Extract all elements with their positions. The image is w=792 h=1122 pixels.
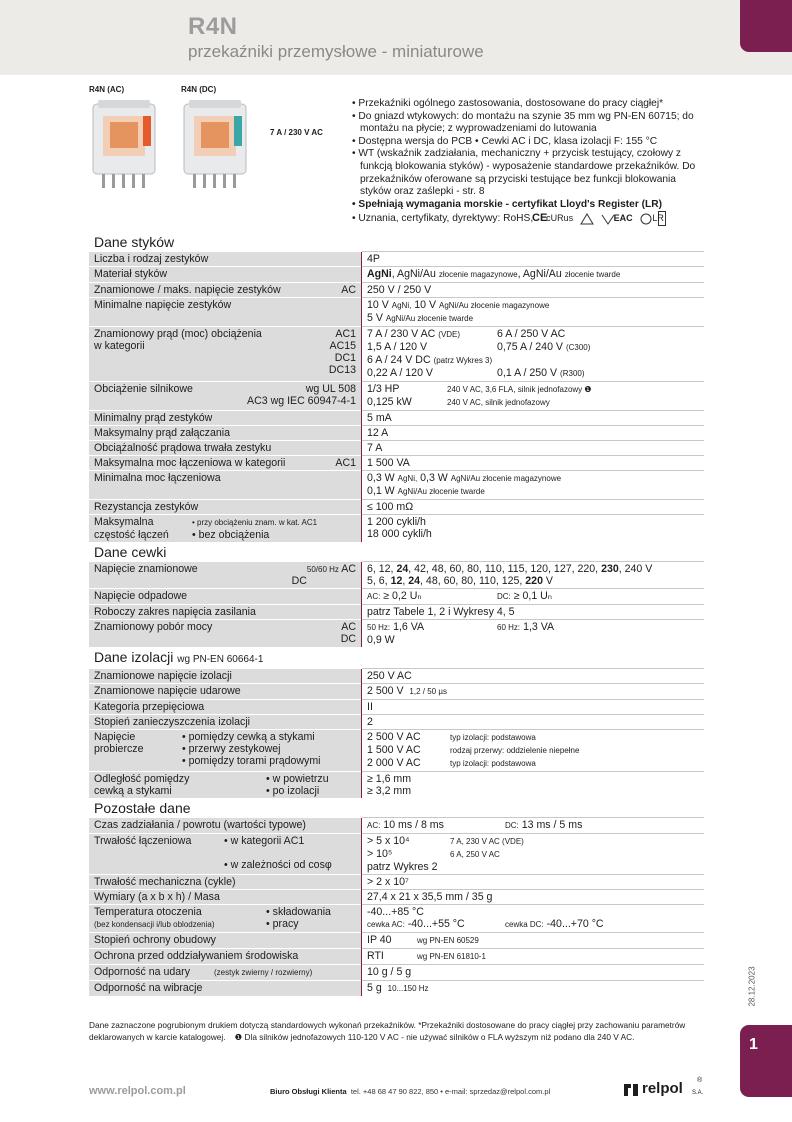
feature-item: • Przekaźniki ogólnego zastosowania, dostosowane do pracy ciągłej* <box>352 98 664 109</box>
table-row <box>89 562 704 589</box>
feature-item-certs <box>352 211 708 226</box>
row-label: Minimalne napięcie zestyków <box>89 298 362 327</box>
certs-label: • Uznania, certyfikaty, dyrektywy: RoHS, <box>352 213 534 225</box>
vde-mark-icon <box>601 213 615 225</box>
feature-item: • Do gniazd wtykowych: do montażu na szynie 35 mm wg PN-EN 60715; do montażu na płycie; z wyprowadzeniami do lutowania <box>352 110 694 135</box>
table-row <box>89 500 704 515</box>
row-label: Trwałość mechaniczna (cykle) <box>89 875 362 890</box>
table-row <box>89 252 704 267</box>
page-subtitle: przekaźniki przemysłowe - miniaturowe <box>188 42 484 61</box>
row-value: 2 500 V 1,2 / 50 µs <box>362 684 705 700</box>
table-row <box>89 715 704 730</box>
row-label: Maksymalny prąd załączania <box>89 426 362 441</box>
row-value: 10 g / 5 g <box>362 965 705 981</box>
table-row <box>89 905 704 933</box>
product-rating: 7 A / 230 V AC <box>270 128 323 137</box>
row-value: 10 V AgNi, 10 V AgNi/Au złocenie magazynowe 5 V AgNi/Au złocenie twarde <box>362 298 705 327</box>
row-value: AC: 10 ms / 8 ms DC: 13 ms / 5 ms <box>362 818 705 834</box>
relpol-logo: relpol S.A. ® <box>622 1077 707 1099</box>
page-number: 1 <box>749 1036 758 1053</box>
table-row <box>89 818 704 834</box>
lr-mark-icon: LR <box>658 211 666 226</box>
section-coil <box>89 542 704 562</box>
row-label: Znamionowe napięcie udarowe <box>89 684 362 700</box>
row-value: 7 A / 230 V AC (VDE) 6 A / 250 V AC 1,5 A / 120 V 0,75 A / 240 V (C300) 6 A / 24 V DC (patrz Wykres 3) 0,22 A / 120 V 0,1 A / 250 V (R300) <box>362 327 705 382</box>
table-row <box>89 620 704 648</box>
ul-mark-icon: cURus <box>546 213 574 224</box>
row-value: 1 500 VA <box>362 456 705 471</box>
table-row <box>89 298 704 327</box>
section-title: Dane styków <box>89 232 704 252</box>
row-label: Napięcie znamionowe 50/60 Hz AC DC <box>89 562 362 589</box>
row-label: Temperatura otoczenia • składowania (bez kondensacji i/lub oblodzenia) • pracy <box>89 905 362 933</box>
table-row <box>89 981 704 997</box>
feature-item: • WT (wskaźnik zadziałania, mechaniczny + przycisk testujący, czołowy z funkcją blokowania styków) - wyposażenie standardowe przekaźników. Do przekaźników oferowane są przyciski testujące bez funkcji blokowania styków oraz zaślepki - str. 8 <box>352 148 696 198</box>
row-label: Minimalna moc łączeniowa <box>89 471 362 500</box>
page-number-tab <box>740 1025 792 1097</box>
row-value: 7 A <box>362 441 705 456</box>
row-label: Wymiary (a x b x h) / Masa <box>89 890 362 905</box>
row-value: ≥ 1,6 mm ≥ 3,2 mm <box>362 772 705 799</box>
table-row <box>89 426 704 441</box>
row-label: Napięcie • pomiędzy cewką a stykami probiercze • przerwy zestykowej • pomiędzy torami prądowymi <box>89 730 362 772</box>
eac-mark-icon: EAC <box>613 213 633 224</box>
section-title: Dane izolacji wg PN-EN 60664-1 <box>89 647 704 669</box>
table-row <box>89 730 704 772</box>
footnote-1: Dane zaznaczone pogrubionym drukiem dotyczą standardowych wykonań przekaźników. *Przekaźniki dostosowane do pracy ciągłej przy zachowaniu parametrów deklarowanych w karcie katalogowej. <box>89 1020 686 1042</box>
table-row <box>89 684 704 700</box>
row-label: Kategoria przepięciowa <box>89 700 362 715</box>
section-title: Dane cewki <box>89 542 704 562</box>
table-row <box>89 834 704 875</box>
row-value: ≤ 100 mΩ <box>362 500 705 515</box>
row-label: Stopień ochrony obudowy <box>89 933 362 949</box>
footer-url[interactable]: www.relpol.com.pl <box>89 1085 186 1097</box>
table-row <box>89 669 704 684</box>
ce-mark-icon: CE <box>532 212 548 225</box>
table-row <box>89 605 704 620</box>
footnote-2: ❶ Dla silników jednofazowych 110-120 V AC - nie używać silników o FLA wyższym niż podano dla 240 V AC. <box>234 1031 635 1042</box>
row-label: Czas zadziałania / powrotu (wartości typowe) <box>89 818 362 834</box>
row-value: RTI wg PN-EN 61810-1 <box>362 949 705 965</box>
row-value: AC: ≥ 0,2 Uₙ DC: ≥ 0,1 Uₙ <box>362 589 705 605</box>
table-row <box>89 772 704 799</box>
row-label: Materiał styków <box>89 267 362 283</box>
table-row <box>89 327 704 382</box>
row-value: 1 200 cykli/h 18 000 cykli/h <box>362 515 705 543</box>
warning-triangle-icon <box>580 213 594 225</box>
row-value: 5 mA <box>362 411 705 426</box>
row-value: 27,4 x 21 x 35,5 mm / 35 g <box>362 890 705 905</box>
table-row <box>89 441 704 456</box>
table-row <box>89 283 704 298</box>
row-label: Odporność na wibracje <box>89 981 362 997</box>
table-row <box>89 890 704 905</box>
row-label: Napięcie odpadowe <box>89 589 362 605</box>
row-label: Maksymalna moc łączeniowa w kategorii AC1 <box>89 456 362 471</box>
row-label: Maksymalna • przy obciążeniu znam. w kat. AC1 częstość łączeń • bez obciążenia <box>89 515 362 543</box>
table-row <box>89 382 704 411</box>
table-row <box>89 589 704 605</box>
row-label: Znamionowe / maks. napięcie zestyków AC <box>89 283 362 298</box>
row-value: IP 40 wg PN-EN 60529 <box>362 933 705 949</box>
footer-contact: Biuro Obsługi Klienta tel. +48 68 47 90 822, 850 • e-mail: sprzedaz@relpol.com.pl <box>270 1087 551 1096</box>
table-row <box>89 875 704 890</box>
row-label: Liczba i rodzaj zestyków <box>89 252 362 267</box>
table-row <box>89 949 704 965</box>
page-title: R4N <box>188 13 238 40</box>
relay-dc-image <box>179 96 255 196</box>
table-row <box>89 456 704 471</box>
row-value: 250 V / 250 V <box>362 283 705 298</box>
row-label: Minimalny prąd zestyków <box>89 411 362 426</box>
print-date-text: 28.12.2023 <box>747 966 757 1007</box>
row-label: Odporność na udary (zestyk zwierny / rozwierny) <box>89 965 362 981</box>
row-label: Rezystancja zestyków <box>89 500 362 515</box>
row-value: -40...+85 °C cewka AC: -40...+55 °C cewka DC: -40...+70 °C <box>362 905 705 933</box>
row-value: 0,3 W AgNi, 0,3 W AgNi/Au złocenie magazynowe 0,1 W AgNi/Au złocenie twarde <box>362 471 705 500</box>
table-row <box>89 411 704 426</box>
section-contacts <box>89 232 704 252</box>
row-value: 2 <box>362 715 705 730</box>
section-insulation <box>89 647 704 669</box>
table-row <box>89 471 704 500</box>
page-header <box>0 0 792 75</box>
row-value: AgNi, AgNi/Au złocenie magazynowe, AgNi/Au złocenie twarde <box>362 267 705 283</box>
ukca-mark-icon <box>640 213 652 225</box>
spec-table <box>89 232 704 996</box>
row-value: patrz Tabele 1, 2 i Wykresy 4, 5 <box>362 605 705 620</box>
row-value: 50 Hz: 1,6 VA 60 Hz: 1,3 VA 0,9 W <box>362 620 705 648</box>
feature-item: • Spełniają wymagania morskie - certyfikat Lloyd's Register (LR) <box>352 198 663 210</box>
row-value: 250 V AC <box>362 669 705 684</box>
table-row <box>89 700 704 715</box>
relay-ac-image <box>88 96 164 196</box>
row-label: Znamionowe napięcie izolacji <box>89 669 362 684</box>
row-label: Obciążenie silnikowe wg UL 508 AC3 wg IEC 60947-4-1 <box>89 382 362 411</box>
section-title: Pozostałe dane <box>89 798 704 818</box>
row-label: Roboczy zakres napięcia zasilania <box>89 605 362 620</box>
table-row <box>89 933 704 949</box>
product-dc-label: R4N (DC) <box>181 85 217 94</box>
print-date <box>742 960 782 1020</box>
table-row <box>89 267 704 283</box>
row-label: Trwałość łączeniowa • w kategorii AC1 • w zależności od cosφ <box>89 834 362 875</box>
brand-tab-top <box>740 0 792 52</box>
row-label: Znamionowy pobór mocy AC DC <box>89 620 362 648</box>
row-value: 5 g 10...150 Hz <box>362 981 705 997</box>
row-value: > 2 x 10⁷ <box>362 875 705 890</box>
footnotes <box>89 1020 707 1043</box>
row-label: Znamionowy prąd (moc) obciążenia AC1 w kategorii AC15 DC1 DC13 <box>89 327 362 382</box>
row-value: 1/3 HP 240 V AC, 3,6 FLA, silnik jednofazowy ❶ 0,125 kW 240 V AC, silnik jednofazowy <box>362 382 705 411</box>
product-ac-label: R4N (AC) <box>89 85 125 94</box>
feature-list <box>352 98 708 226</box>
row-value: 2 500 V AC typ izolacji: podstawowa 1 500 V AC rodzaj przerwy: oddzielenie niepełne 2 000 V AC typ izolacji: podstawowa <box>362 730 705 772</box>
row-value: 12 A <box>362 426 705 441</box>
row-label: Stopień zanieczyszczenia izolacji <box>89 715 362 730</box>
row-value: > 5 x 10⁴ 7 A, 230 V AC (VDE) > 10⁵ 6 A, 250 V AC patrz Wykres 2 <box>362 834 705 875</box>
row-value: 6, 12, 24, 42, 48, 60, 80, 110, 115, 120, 127, 220, 230, 240 V 5, 6, 12, 24, 48, 60, 80, 110, 125, 220 V <box>362 562 705 589</box>
row-label: Odległość pomiędzy • w powietrzu cewką a stykami • po izolacji <box>89 772 362 799</box>
relpol-logo-icon <box>622 1080 640 1098</box>
table-row <box>89 965 704 981</box>
row-label: Ochrona przed oddziaływaniem środowiska <box>89 949 362 965</box>
feature-item: • Dostępna wersja do PCB • Cewki AC i DC, klasa izolacji F: 155 °C <box>352 135 658 147</box>
row-label: Obciążalność prądowa trwała zestyku <box>89 441 362 456</box>
table-row <box>89 515 704 543</box>
row-value: II <box>362 700 705 715</box>
row-value: 4P <box>362 252 705 267</box>
section-other <box>89 798 704 818</box>
